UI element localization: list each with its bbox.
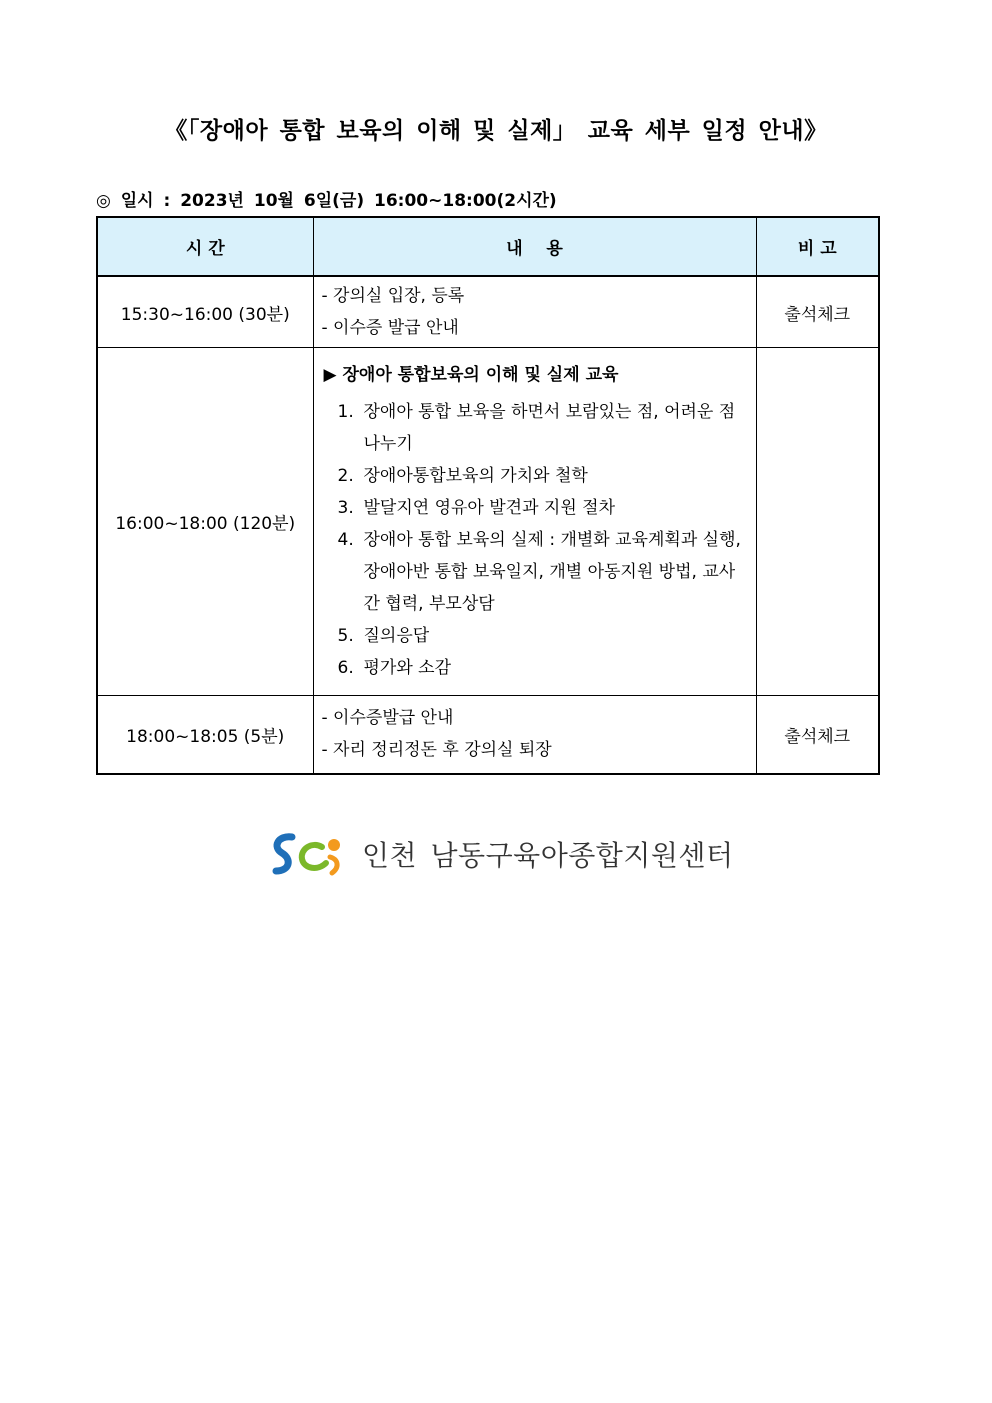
row-note: 출석체크 <box>756 276 879 348</box>
row-note: 출석체크 <box>756 696 879 774</box>
row-content <box>313 348 756 696</box>
row-time: 16:00~18:00 (120분) <box>97 348 313 696</box>
list-item: - 자리 정리정돈 후 강의실 퇴장 <box>322 734 748 766</box>
row-time: 15:30~16:00 (30분) <box>97 276 313 348</box>
header-note: 비 고 <box>756 217 879 276</box>
list-item: 1. 장애아 통합 보육을 하면서 보람있는 점, 어려운 점 나누기 <box>337 402 736 454</box>
list-item: - 강의실 입장, 등록 <box>322 280 748 312</box>
content-list <box>322 702 748 766</box>
row-content <box>313 696 756 774</box>
header-time: 시 간 <box>97 217 313 276</box>
org-name: 인천 남동구육아종합지원센터 <box>362 839 734 872</box>
row-note <box>756 348 879 696</box>
list-item: 6. 평가와 소감 <box>337 658 452 678</box>
table-row <box>97 276 879 348</box>
row-content <box>313 276 756 348</box>
header-content: 내 용 <box>313 217 756 276</box>
schedule-date-line: ◎ 일시 : 2023년 10월 6일(금) 16:00~18:00(2시간) <box>96 191 557 211</box>
sci-logo-icon <box>270 831 350 877</box>
row-time: 18:00~18:05 (5분) <box>97 696 313 774</box>
numbered-list <box>322 396 748 684</box>
list-item: 4. 장애아 통합 보육의 실제 : 개별화 교육계획과 실행, 장애아반 통합 보육일지, 개별 아동지원 방법, 교사간 협력, 부모상담 <box>337 530 741 614</box>
table-row <box>97 696 879 774</box>
content-heading: ▶ 장애아 통합보육의 이해 및 실제 교육 <box>323 365 619 385</box>
list-item: - 이수증 발급 안내 <box>322 312 748 344</box>
list-item: 5. 질의응답 <box>337 626 430 646</box>
schedule-table <box>96 216 880 775</box>
document-title: 《「장애아 통합 보육의 이해 및 실제」 교육 세부 일정 안내》 <box>164 118 828 144</box>
content-list <box>322 280 748 344</box>
list-item: 2. 장애아통합보육의 가치와 철학 <box>337 466 588 486</box>
table-row <box>97 348 879 696</box>
list-item: - 이수증발급 안내 <box>322 702 748 734</box>
org-logo <box>270 830 734 878</box>
list-item: 3. 발달지연 영유아 발견과 지원 절차 <box>337 498 616 518</box>
table-header-row <box>97 217 879 276</box>
